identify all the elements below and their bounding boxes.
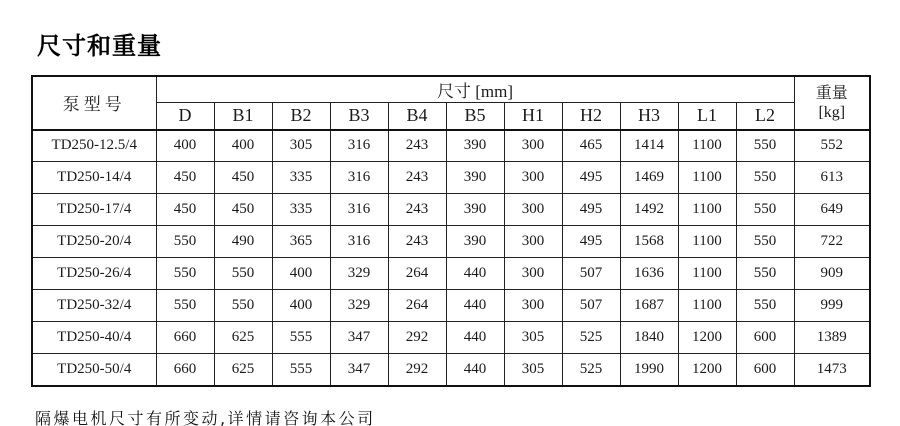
- dim-cell: 300: [504, 162, 562, 194]
- weight-column-header: [794, 76, 870, 130]
- dim-cell: 555: [272, 354, 330, 386]
- dim-cell: 495: [562, 226, 620, 258]
- dim-cell: 1200: [678, 354, 736, 386]
- dim-cell: 1492: [620, 194, 678, 226]
- weight-cell: 909: [794, 258, 870, 290]
- dim-cell: 243: [388, 226, 446, 258]
- dim-cell: 316: [330, 226, 388, 258]
- dim-cell: 390: [446, 226, 504, 258]
- dim-column-header: D: [156, 103, 214, 130]
- table-row: [32, 226, 870, 258]
- dim-cell: 550: [214, 290, 272, 322]
- dim-cell: 465: [562, 130, 620, 162]
- dim-column-header: B2: [272, 103, 330, 130]
- model-cell: TD250-50/4: [32, 354, 156, 386]
- weight-cell: 613: [794, 162, 870, 194]
- dim-column-header: B1: [214, 103, 272, 130]
- dim-cell: 550: [156, 226, 214, 258]
- dim-cell: 550: [736, 290, 794, 322]
- dim-cell: 660: [156, 322, 214, 354]
- dim-cell: 1100: [678, 130, 736, 162]
- dim-column-header: H2: [562, 103, 620, 130]
- dim-cell: 300: [504, 194, 562, 226]
- dim-cell: 1100: [678, 290, 736, 322]
- dim-column-header: B3: [330, 103, 388, 130]
- dim-cell: 390: [446, 162, 504, 194]
- table-row: [32, 322, 870, 354]
- dim-cell: 555: [272, 322, 330, 354]
- weight-cell: 552: [794, 130, 870, 162]
- table-row: [32, 162, 870, 194]
- dim-cell: 335: [272, 194, 330, 226]
- dim-cell: 300: [504, 258, 562, 290]
- dim-cell: 316: [330, 130, 388, 162]
- dim-cell: 1469: [620, 162, 678, 194]
- dim-cell: 450: [214, 194, 272, 226]
- header-group-row: [32, 76, 870, 103]
- header-columns-row: [32, 103, 870, 130]
- dim-cell: 550: [736, 226, 794, 258]
- dim-cell: 600: [736, 322, 794, 354]
- dim-cell: 550: [736, 194, 794, 226]
- table-row: [32, 130, 870, 162]
- dim-cell: 243: [388, 162, 446, 194]
- weight-header-line1: 重量: [815, 84, 848, 102]
- dim-cell: 292: [388, 322, 446, 354]
- dim-cell: 347: [330, 354, 388, 386]
- weight-cell: 1389: [794, 322, 870, 354]
- dim-cell: 329: [330, 258, 388, 290]
- dim-cell: 390: [446, 130, 504, 162]
- dim-cell: 1100: [678, 226, 736, 258]
- dim-column-header: L2: [736, 103, 794, 130]
- dim-column-header: B4: [388, 103, 446, 130]
- dim-cell: 329: [330, 290, 388, 322]
- dim-cell: 390: [446, 194, 504, 226]
- model-cell: TD250-26/4: [32, 258, 156, 290]
- model-cell: TD250-14/4: [32, 162, 156, 194]
- model-column-header: 泵型号: [32, 76, 156, 130]
- footer-note: 隔爆电机尺寸有所变动,详情请咨询本公司: [35, 408, 376, 426]
- dim-cell: 243: [388, 194, 446, 226]
- dim-cell: 550: [214, 258, 272, 290]
- table-row: [32, 354, 870, 386]
- dim-cell: 550: [156, 290, 214, 322]
- dim-cell: 264: [388, 258, 446, 290]
- dim-cell: 1200: [678, 322, 736, 354]
- weight-cell: 999: [794, 290, 870, 322]
- page-title: 尺寸和重量: [37, 32, 162, 60]
- dim-cell: 550: [736, 162, 794, 194]
- dimensions-weight-table: [31, 75, 871, 387]
- dim-cell: 300: [504, 130, 562, 162]
- dim-cell: 1840: [620, 322, 678, 354]
- dim-cell: 335: [272, 162, 330, 194]
- model-cell: TD250-32/4: [32, 290, 156, 322]
- weight-header-line2: [kg]: [818, 103, 846, 121]
- dim-cell: 400: [214, 130, 272, 162]
- dim-cell: 305: [272, 130, 330, 162]
- dim-cell: 400: [272, 290, 330, 322]
- dim-cell: 1990: [620, 354, 678, 386]
- dim-cell: 507: [562, 290, 620, 322]
- model-cell: TD250-12.5/4: [32, 130, 156, 162]
- table-row: [32, 290, 870, 322]
- dim-cell: 440: [446, 354, 504, 386]
- table-body: [32, 130, 870, 386]
- dim-column-header: H3: [620, 103, 678, 130]
- table-row: [32, 194, 870, 226]
- dim-cell: 450: [156, 162, 214, 194]
- dim-cell: 347: [330, 322, 388, 354]
- dim-column-header: H1: [504, 103, 562, 130]
- dim-cell: 300: [504, 290, 562, 322]
- model-cell: TD250-17/4: [32, 194, 156, 226]
- dim-cell: 450: [214, 162, 272, 194]
- dim-cell: 550: [736, 130, 794, 162]
- dim-cell: 490: [214, 226, 272, 258]
- table-row: [32, 258, 870, 290]
- dim-cell: 1687: [620, 290, 678, 322]
- dim-cell: 400: [272, 258, 330, 290]
- dimensions-group-header: 尺寸 [mm]: [156, 76, 794, 103]
- dim-cell: 243: [388, 130, 446, 162]
- dim-cell: 660: [156, 354, 214, 386]
- dim-cell: 316: [330, 194, 388, 226]
- dim-cell: 1568: [620, 226, 678, 258]
- dim-cell: 525: [562, 354, 620, 386]
- dim-cell: 1414: [620, 130, 678, 162]
- dim-cell: 450: [156, 194, 214, 226]
- dim-cell: 507: [562, 258, 620, 290]
- dim-cell: 495: [562, 162, 620, 194]
- dim-cell: 1100: [678, 162, 736, 194]
- dim-cell: 440: [446, 258, 504, 290]
- dim-cell: 264: [388, 290, 446, 322]
- dim-cell: 1100: [678, 194, 736, 226]
- dim-cell: 625: [214, 354, 272, 386]
- dim-cell: 1100: [678, 258, 736, 290]
- dim-column-header: B5: [446, 103, 504, 130]
- model-cell: TD250-20/4: [32, 226, 156, 258]
- model-cell: TD250-40/4: [32, 322, 156, 354]
- dim-cell: 292: [388, 354, 446, 386]
- weight-cell: 1473: [794, 354, 870, 386]
- dim-cell: 300: [504, 226, 562, 258]
- dim-cell: 440: [446, 290, 504, 322]
- dim-cell: 550: [736, 258, 794, 290]
- dim-cell: 600: [736, 354, 794, 386]
- dim-column-header: L1: [678, 103, 736, 130]
- dim-cell: 305: [504, 354, 562, 386]
- table-header: [32, 76, 870, 130]
- dim-cell: 625: [214, 322, 272, 354]
- dim-cell: 365: [272, 226, 330, 258]
- dim-cell: 400: [156, 130, 214, 162]
- weight-cell: 649: [794, 194, 870, 226]
- weight-cell: 722: [794, 226, 870, 258]
- dim-cell: 525: [562, 322, 620, 354]
- dim-cell: 305: [504, 322, 562, 354]
- dim-cell: 1636: [620, 258, 678, 290]
- dim-cell: 550: [156, 258, 214, 290]
- dim-cell: 316: [330, 162, 388, 194]
- dim-cell: 495: [562, 194, 620, 226]
- dim-cell: 440: [446, 322, 504, 354]
